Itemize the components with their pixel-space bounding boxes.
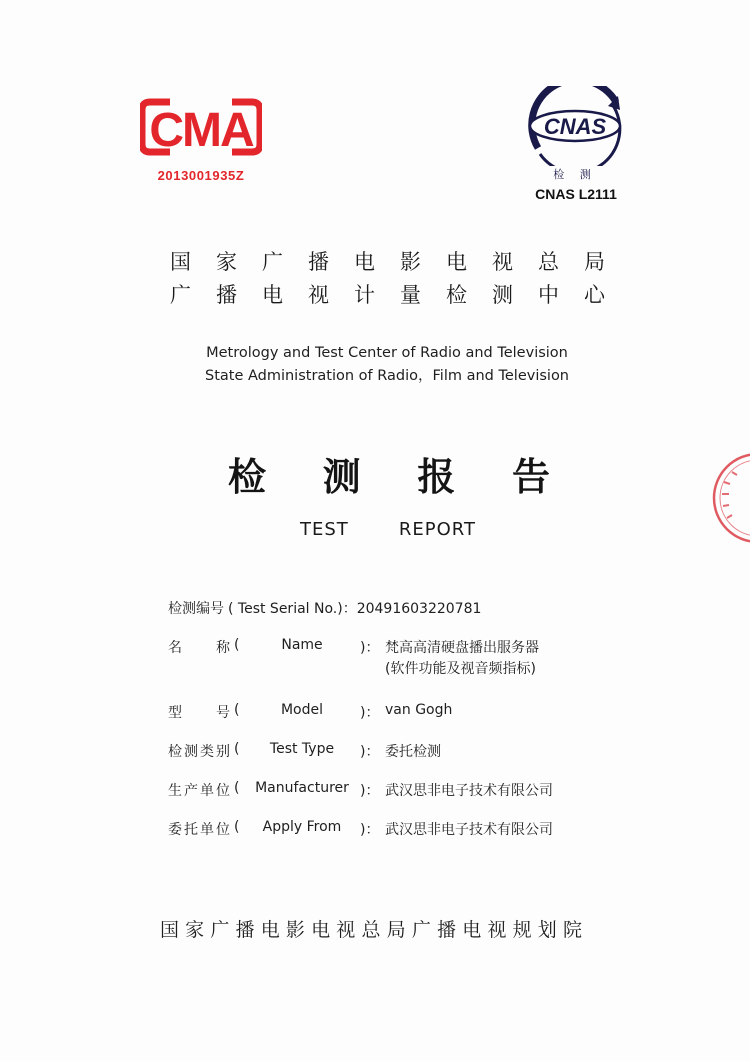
cnas-mark-icon <box>520 86 630 166</box>
field-name: 名 称 ( Name )： 梵高高清硬盘播出服务器 (软件功能及视音频指标) <box>168 637 539 677</box>
field-name-value-line2: (软件功能及视音频指标) <box>385 661 536 677</box>
cnas-logo <box>520 86 630 181</box>
svg-text:CMA: CMA <box>149 104 253 157</box>
red-seal-stamp-icon <box>708 448 750 548</box>
field-test-type-label: 检测类别 <box>168 744 230 760</box>
field-applicant-label: 委托单位 <box>168 822 230 838</box>
field-name-en: Name <box>281 637 323 653</box>
field-applicant: 委托单位 ( Apply From )： 武汉思非电子技术有限公司 <box>168 819 553 838</box>
field-applicant-en: Apply From <box>262 819 342 835</box>
org-name-cn-line1: 国家广播电影电视总局 <box>170 250 605 274</box>
field-serial-label: 检测编号 ( Test Serial No.)：20491603220781 <box>168 601 482 617</box>
field-test-type: 检测类别 ( Test Type )： 委托检测 <box>168 741 441 760</box>
cma-logo <box>140 96 262 188</box>
field-test-type-value: 委托检测 <box>385 744 441 760</box>
cma-mark-icon <box>140 96 262 166</box>
report-title-en: TEST REPORT <box>300 519 476 540</box>
svg-text:CNAS: CNAS <box>543 114 607 139</box>
field-model-en: Model <box>280 702 324 718</box>
field-manufacturer-label: 生产单位 <box>168 783 230 799</box>
field-serial-value: 20491603220781 <box>356 601 482 617</box>
cnas-accreditation-code: CNAS L2111 <box>535 186 617 202</box>
field-model-label: 型 号 <box>168 705 230 721</box>
field-manufacturer: 生产单位 ( Manufacturer )： 武汉思非电子技术有限公司 <box>168 780 553 799</box>
field-model: 型 号 ( Model )： van Gogh <box>168 702 453 721</box>
org-name-cn-line2: 广播电视计量检测中心 <box>170 283 605 307</box>
field-name-value: 梵高高清硬盘播出服务器 <box>385 640 539 656</box>
issuer-footer: 国家广播电影电视总局广播电视规划院 <box>160 919 582 941</box>
field-manufacturer-value: 武汉思非电子技术有限公司 <box>385 783 553 799</box>
field-model-value: van Gogh <box>385 702 453 718</box>
field-manufacturer-en: Manufacturer <box>255 780 349 796</box>
field-test-type-en: Test Type <box>269 741 335 757</box>
report-title-cn: 检测报告 <box>228 454 550 499</box>
cma-serial-number: 2013001935Z <box>157 168 245 183</box>
org-name-en-line1: Metrology and Test Center of Radio and Television <box>206 345 568 361</box>
field-serial <box>0 598 750 622</box>
org-name-en-line2: State Administration of Radio，Film and Television <box>204 368 569 384</box>
cnas-sub-label: 检 测 <box>553 168 597 181</box>
field-name-label: 名 称 <box>168 640 230 656</box>
field-applicant-value: 武汉思非电子技术有限公司 <box>385 822 553 838</box>
